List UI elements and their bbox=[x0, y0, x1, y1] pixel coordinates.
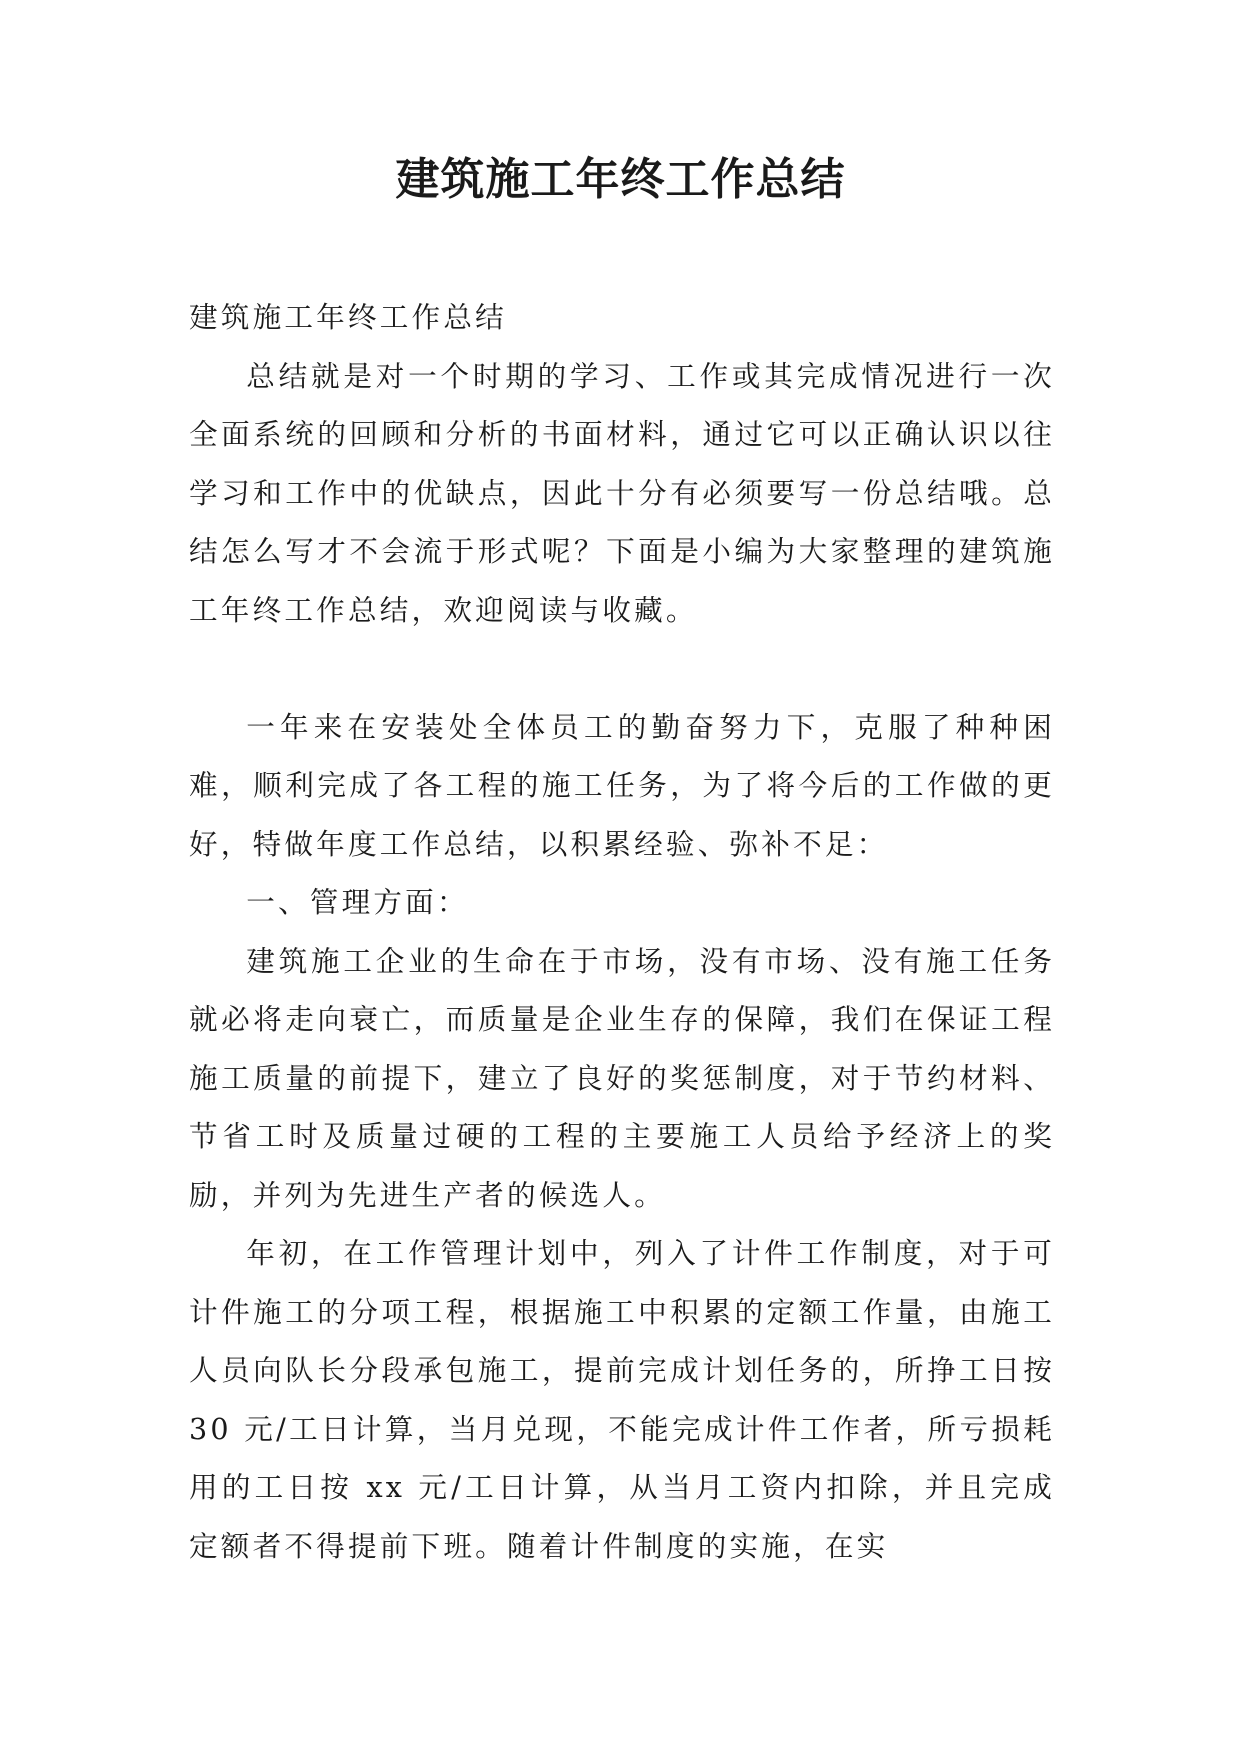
document-title: 建筑施工年终工作总结 bbox=[395, 154, 846, 205]
document-subtitle: 建筑施工年终工作总结 bbox=[189, 300, 507, 334]
body-paragraph-3: 年初，在工作管理计划中，列入了计件工作制度，对于可计件施工的分项工程，根据施工中积累的定额工作量，由施工人员向队长分段承包施工，提前完成计划任务的，所挣工日按 30 元/工日计算，当月兑现，不能完成计件工作者，所亏损耗用的工日按 xx 元/工日计算，从当月工资内扣除，并且完成定额者不得提前下班。随着计件制度的实施，在实 bbox=[189, 1236, 1055, 1563]
body-paragraph-2: 建筑施工企业的生命在于市场，没有市场、没有施工任务就必将走向衰亡，而质量是企业生存的保障，我们在保证工程施工质量的前提下，建立了良好的奖惩制度，对于节约材料、节省工时及质量过硬的工程的主要施工人员给予经济上的奖励，并列为先进生产者的候选人。 bbox=[189, 943, 1055, 1212]
paragraph-spacer bbox=[189, 639, 1055, 698]
body-paragraph-1: 一年来在安装处全体员工的勤奋努力下，克服了种种困难，顺利完成了各工程的施工任务，为了将今后的工作做的更好，特做年度工作总结，以积累经验、弥补不足： bbox=[189, 709, 1055, 861]
document-body bbox=[189, 288, 1055, 1575]
section-heading-management: 一、管理方面： bbox=[246, 885, 469, 919]
intro-paragraph: 总结就是对一个时期的学习、工作或其完成情况进行一次全面系统的回顾和分析的书面材料，通过它可以正确认识以往学习和工作中的优缺点，因此十分有必须要写一份总结哦。总结怎么写才不会流于形式呢？下面是小编为大家整理的建筑施工年终工作总结，欢迎阅读与收藏。 bbox=[189, 358, 1055, 627]
